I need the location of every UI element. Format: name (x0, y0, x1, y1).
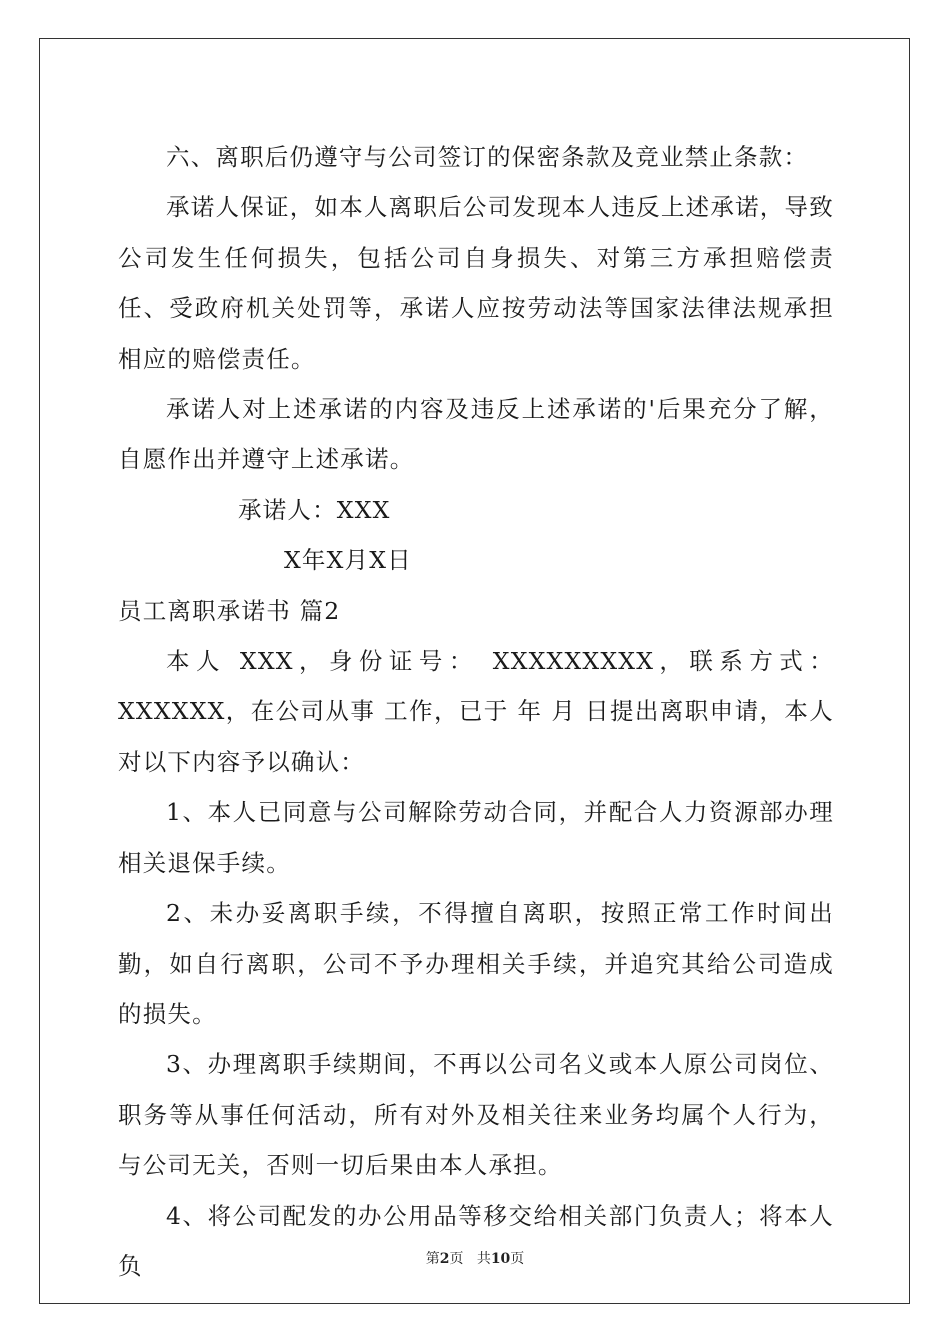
signature-date: X年X月X日 (284, 546, 412, 575)
footer-total-suffix: 页 (510, 1251, 525, 1267)
paragraph: 2、未办妥离职手续，不得擅自离职，按照正常工作时间出勤，如自行离职，公司不予办理相关手续，并追究其给公司造成的损失。 (118, 899, 834, 1028)
paragraph: 承诺人保证，如本人离职后公司发现本人违反上述承诺，导致公司发生任何损失，包括公司自身损失、对第三方承担赔偿责任、受政府机关处罚等，承诺人应按劳动法等国家法律法规承担相应的赔偿责任。 (118, 193, 834, 373)
page-number: 2 (439, 1251, 450, 1267)
paragraph: 本人 XXX，身份证号： XXXXXXXXX，联系方式： XXXXXX，在公司从事 工作，已于 年 月 日提出离职申请，本人对以下内容予以确认： (118, 647, 834, 776)
footer-prefix: 第 (425, 1251, 440, 1267)
paragraph: 3、办理离职手续期间，不再以公司名义或本人原公司岗位、职务等从事任何活动，所有对外及相关往来业务均属个人行为，与公司无关，否则一切后果由本人承担。 (118, 1050, 834, 1180)
page-footer (0, 1248, 950, 1268)
paragraph: 4、将公司配发的办公用品等移交给相关部门负责人；将本人负 (118, 1201, 834, 1280)
footer-page-suffix: 页 (449, 1251, 464, 1267)
paragraph: 承诺人对上述承诺的内容及违反上述承诺的'后果充分了解，自愿作出并遵守上述承诺。 (118, 395, 834, 474)
section-title: 员工离职承诺书 篇2 (118, 596, 341, 625)
document-body (118, 132, 834, 1291)
footer-total-prefix: 共 (476, 1251, 491, 1267)
signature-name: 承诺人：XXX (238, 495, 391, 524)
total-pages: 10 (490, 1251, 511, 1267)
paragraph: 1、本人已同意与公司解除劳动合同，并配合人力资源部办理相关退保手续。 (118, 798, 834, 877)
paragraph: 六、离职后仍遵守与公司签订的保密条款及竞业禁止条款： (166, 143, 809, 171)
